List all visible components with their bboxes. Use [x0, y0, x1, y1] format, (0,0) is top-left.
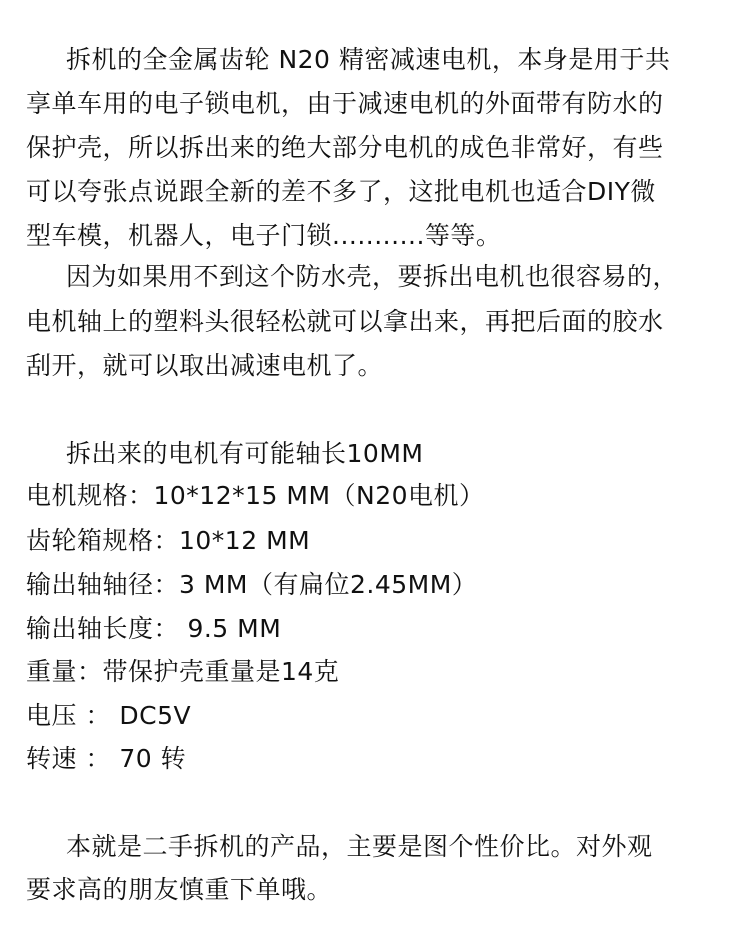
para2-line-2: 电机轴上的塑料头很轻松就可以拿出来，再把后面的胶水 — [26, 307, 664, 336]
spec-shaft-diameter: 输出轴轴径：3 MM（有扁位2.45MM） — [26, 570, 478, 599]
para2-line-1: 因为如果用不到这个防水壳，要拆出电机也很容易的， — [66, 262, 679, 291]
para3-line-1: 本就是二手拆机的产品，主要是图个性价比。对外观 — [66, 832, 653, 861]
para1-line-5: 型车模，机器人，电子门锁...........等等。 — [26, 221, 502, 250]
spec-voltage: 电压 ： DC5V — [26, 701, 192, 730]
spec-gearbox-size: 齿轮箱规格：10*12 MM — [26, 526, 311, 555]
para1-line-3: 保护壳，所以拆出来的绝大部分电机的成色非常好，有些 — [26, 133, 664, 162]
para1-line-1: 拆机的全金属齿轮 N20 精密减速电机，本身是用于共 — [66, 45, 671, 74]
spec-weight: 重量：带保护壳重量是14克 — [26, 657, 340, 686]
spec-intro: 拆出来的电机有可能轴长10MM — [66, 439, 424, 468]
para1-line-4: 可以夸张点说跟全新的差不多了，这批电机也适合DIY微 — [26, 177, 656, 206]
spec-motor-size: 电机规格：10*12*15 MM（N20电机） — [26, 481, 485, 510]
spec-speed: 转速 ： 70 转 — [26, 744, 187, 773]
para2-line-3: 刮开，就可以取出减速电机了。 — [26, 351, 384, 380]
spec-shaft-length: 输出轴长度： 9.5 MM — [26, 614, 282, 643]
para1-line-2: 享单车用的电子锁电机，由于减速电机的外面带有防水的 — [26, 89, 664, 118]
para3-line-2: 要求高的朋友慎重下单哦。 — [26, 875, 333, 904]
